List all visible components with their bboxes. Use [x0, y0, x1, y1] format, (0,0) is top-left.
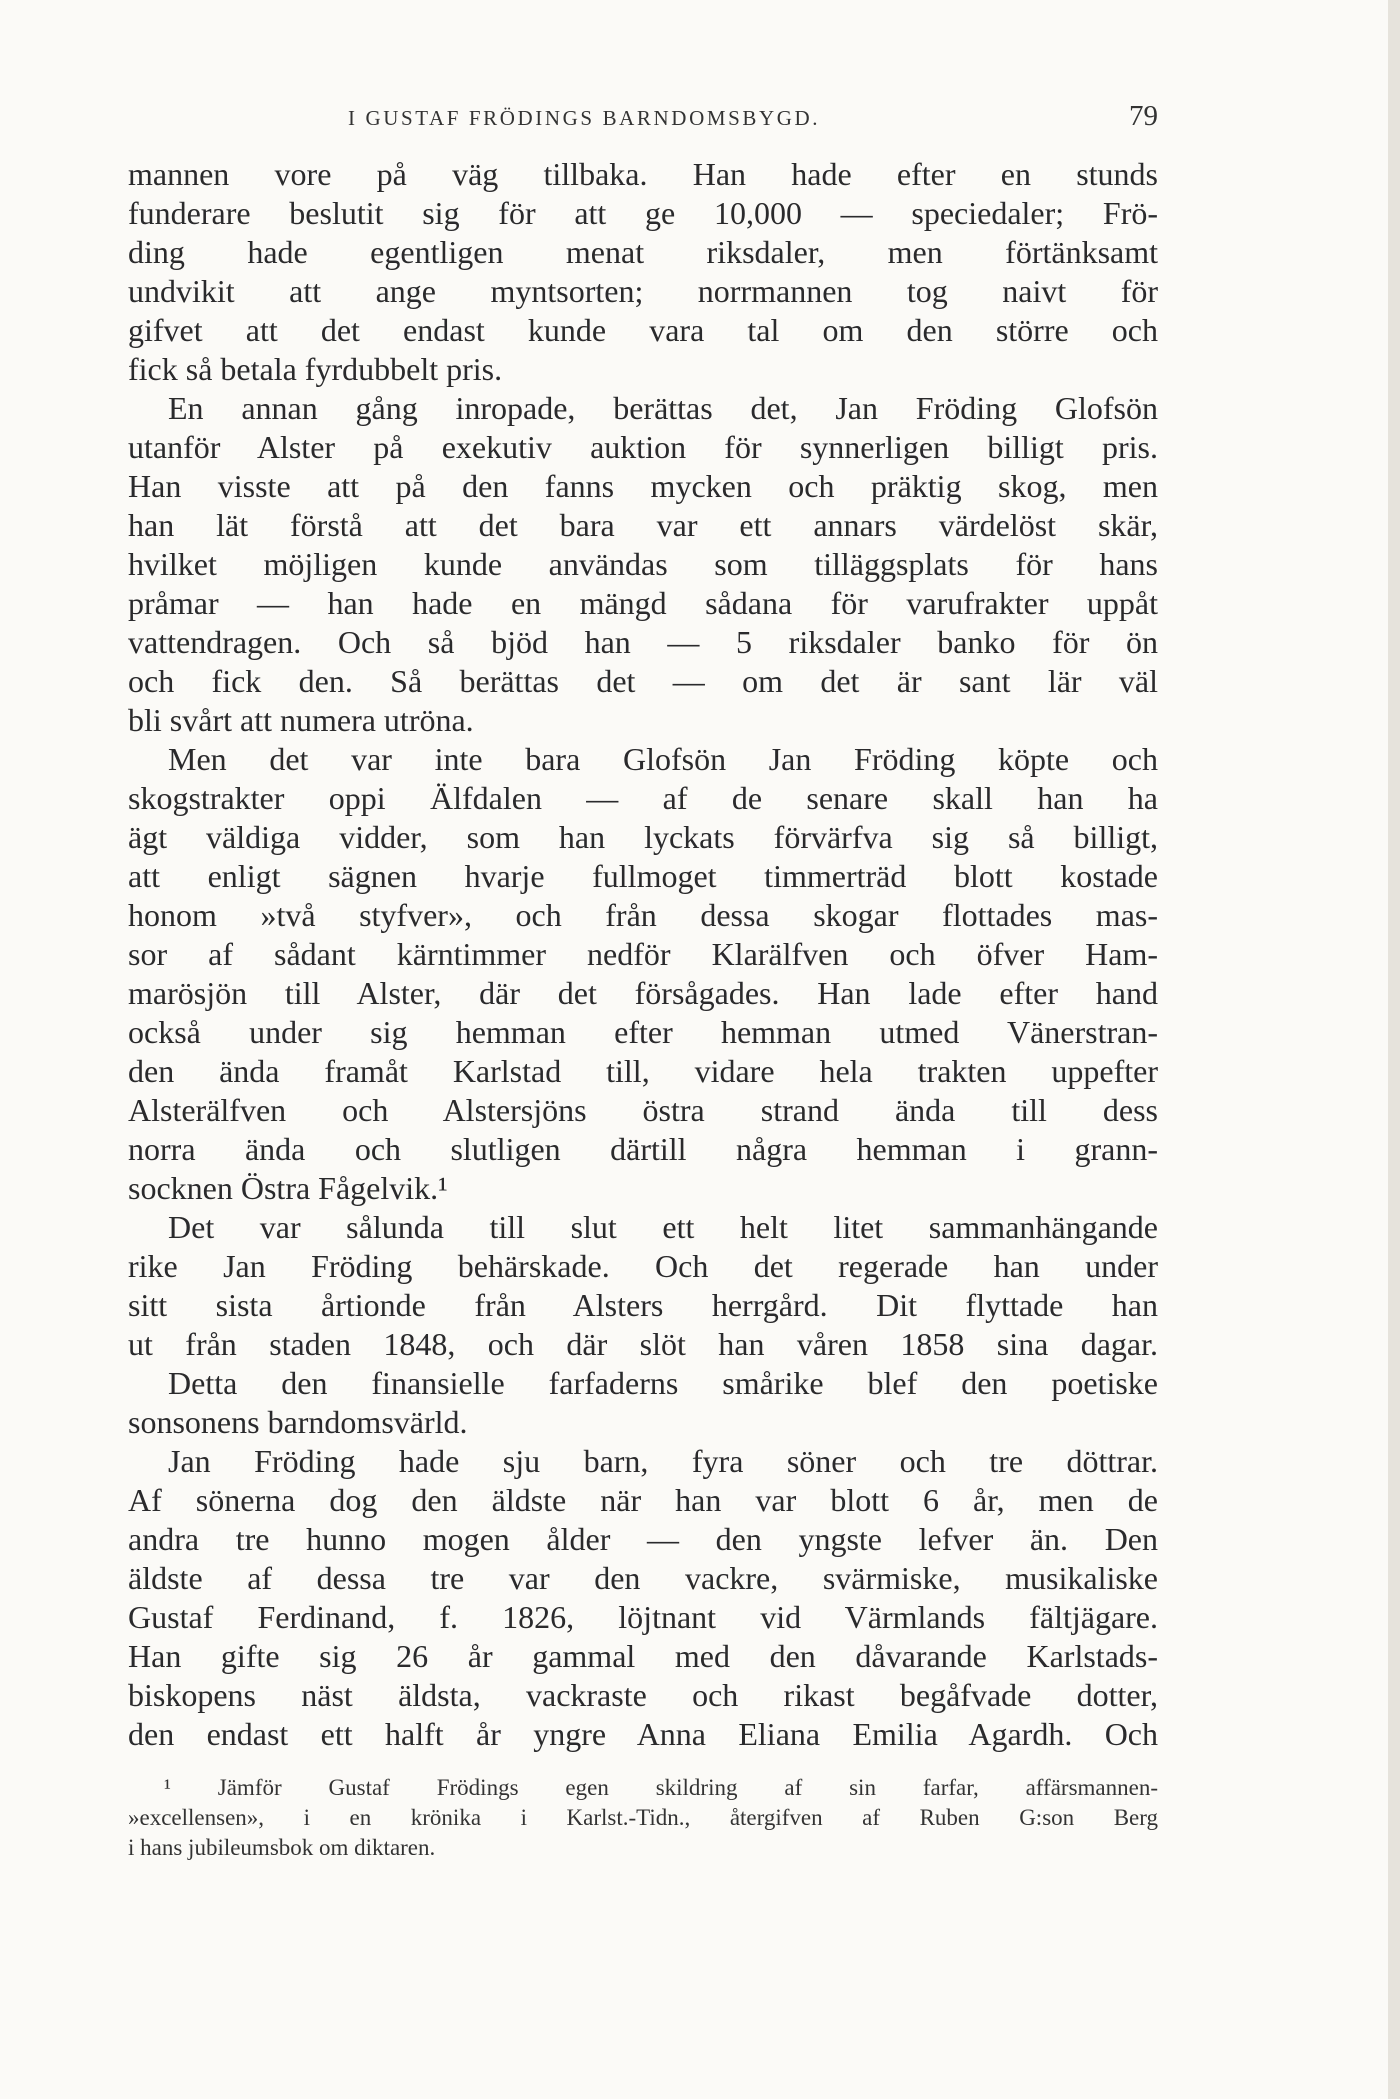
text-line: Det var sålunda till slut ett helt litet sammanhängande [168, 1209, 1158, 1245]
text-line: han lät förstå att det bara var ett annars värdelöst skär, [128, 507, 1158, 543]
page-edge [1388, 0, 1400, 2099]
text-line: Han visste att på den fanns mycken och präktig skog, men [128, 468, 1158, 504]
text-line: honom »två styfver», och från dessa skogar flottades mas- [128, 897, 1158, 933]
footnote-line: »excellensen», i en krönika i Karlst.-Tidn., återgifven af Ruben G:son Berg [128, 1805, 1158, 1830]
text-line: Detta den finansielle farfaderns smårike blef den poetiske [168, 1365, 1158, 1401]
text-line: sitt sista årtionde från Alsters herrgård. Dit flyttade han [128, 1287, 1158, 1323]
text-line: undvikit att ange myntsorten; norrmannen tog naivt för [128, 273, 1158, 309]
text-line: mannen vore på väg tillbaka. Han hade efter en stunds [128, 156, 1158, 192]
text-line: funderare beslutit sig för att ge 10,000 — speciedaler; Frö- [128, 195, 1158, 231]
text-line: ut från staden 1848, och där slöt han våren 1858 sina dagar. [128, 1326, 1158, 1362]
text-line: bli svårt att numera utröna. [128, 702, 474, 738]
text-line: att enligt sägnen hvarje fullmoget timmerträd blott kostade [128, 858, 1158, 894]
text-line: Af sönerna dog den äldste när han var blott 6 år, men de [128, 1482, 1158, 1518]
text-line: utanför Alster på exekutiv auktion för synnerligen billigt pris. [128, 429, 1158, 465]
text-line: sor af sådant kärntimmer nedför Klarälfven och öfver Ham- [128, 936, 1158, 972]
text-line: äldste af dessa tre var den vackre, svärmiske, musikaliske [128, 1560, 1158, 1596]
text-line: också under sig hemman efter hemman utmed Vänerstran- [128, 1014, 1158, 1050]
text-line: Alsterälfven och Alstersjöns östra strand ända till dess [128, 1092, 1158, 1128]
text-line: biskopens näst äldsta, vackraste och rikast begåfvade dotter, [128, 1677, 1158, 1713]
footnote-line: ¹ Jämför Gustaf Frödings egen skildring af sin farfar, affärsmannen- [164, 1775, 1158, 1800]
page-number: 79 [1129, 100, 1158, 132]
text-line: marösjön till Alster, där det försågades. Han lade efter hand [128, 975, 1158, 1011]
text-line: sonsonens barndomsvärld. [128, 1404, 468, 1440]
text-line: andra tre hunno mogen ålder — den yngste lefver än. Den [128, 1521, 1158, 1557]
text-line: fick så betala fyrdubbelt pris. [128, 351, 503, 387]
text-line: Men det var inte bara Glofsön Jan Fröding köpte och [168, 741, 1158, 777]
running-head: I GUSTAF FRÖDINGS BARNDOMSBYGD. [348, 106, 821, 130]
text-line: socknen Östra Fågelvik.¹ [128, 1170, 448, 1206]
text-line: En annan gång inropade, berättas det, Jan Fröding Glofsön [168, 390, 1158, 426]
text-line: gifvet att det endast kunde vara tal om den större och [128, 312, 1158, 348]
text-line: Jan Fröding hade sju barn, fyra söner och tre döttrar. [168, 1443, 1158, 1479]
text-line: Gustaf Ferdinand, f. 1826, löjtnant vid Värmlands fältjägare. [128, 1599, 1158, 1635]
text-line: den ända framåt Karlstad till, vidare hela trakten uppefter [128, 1053, 1158, 1089]
text-line: rike Jan Fröding behärskade. Och det regerade han under [128, 1248, 1158, 1284]
text-line: den endast ett halft år yngre Anna Eliana Emilia Agardh. Och [128, 1716, 1158, 1752]
text-line: och fick den. Så berättas det — om det är sant lär väl [128, 663, 1158, 699]
footnotes [128, 1773, 1158, 1863]
footnote-line: i hans jubileumsbok om diktaren. [128, 1835, 436, 1860]
text-line: ding hade egentligen menat riksdaler, men förtänksamt [128, 234, 1158, 270]
page-header [128, 100, 1158, 140]
text-line: ägt väldiga vidder, som han lyckats förvärfva sig så billigt, [128, 819, 1158, 855]
text-line: Han gifte sig 26 år gammal med den dåvarande Karlstads- [128, 1638, 1158, 1674]
text-line: hvilket möjligen kunde användas som tilläggsplats för hans [128, 546, 1158, 582]
text-line: vattendragen. Och så bjöd han — 5 riksdaler banko för ön [128, 624, 1158, 660]
text-line: skogstrakter oppi Älfdalen — af de senare skall han ha [128, 780, 1158, 816]
text-line: norra ända och slutligen därtill några hemman i grann- [128, 1131, 1158, 1167]
body-text [128, 155, 1158, 1754]
text-line: pråmar — han hade en mängd sådana för varufrakter uppåt [128, 585, 1158, 621]
